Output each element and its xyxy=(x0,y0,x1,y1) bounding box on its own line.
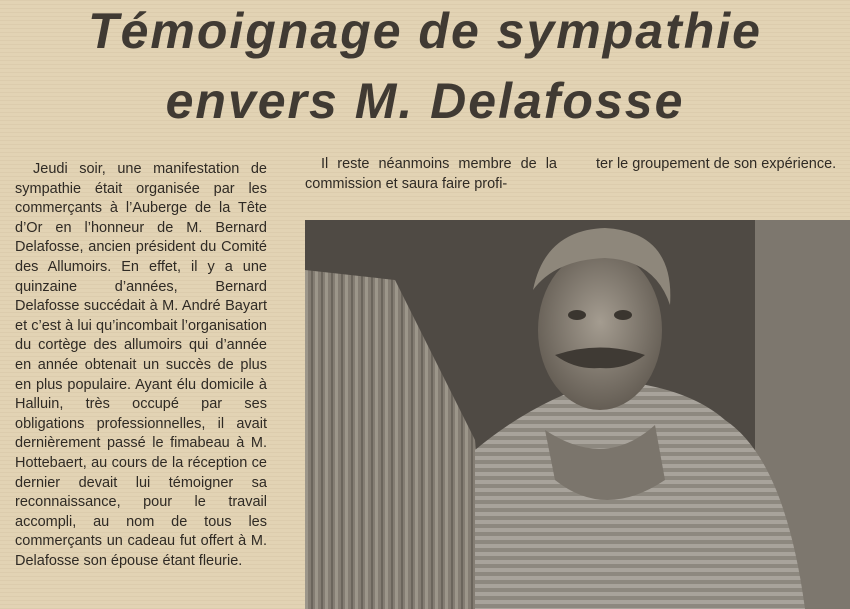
article-paragraph: Jeudi soir, une manifestation de sympathie était organisée par les commerçants à l’Auberge de la Tête d’Or en l’honneur de M. Bernard Delafosse, ancien président du Comité des Allumoirs. En effet, il y a une quinzaine d’années, Bernard Delafosse succédait à M. André Bayart et c’est à lui qu’incombait l’organisation du cortège des allumoirs qui d’année en année obtenait un succès de plus en plus populaire. Ayant élu domicile à Halluin, très occupé par ses obligations professionnelles, il avait dernièrement passé le fimabeau à M. Hottebaert, au cours de la réception ce dernier devait lui témoigner sa reconnaissance, pour le travail accompli, au nom de tous les commerçants un cadeau fut offert à M. Delafosse son épouse étant fleurie. xyxy=(15,161,267,569)
headline-line-1: Témoignage de sympathie xyxy=(88,3,762,59)
article-paragraph-continued: Il reste néanmoins membre de la commission et saura faire profi- xyxy=(305,156,557,192)
portrait-photo xyxy=(305,220,850,609)
article-column-1 xyxy=(15,160,267,571)
article-column-2 xyxy=(305,155,557,194)
headline-line-2: envers M. Delafosse xyxy=(165,73,685,129)
article-column-3 xyxy=(596,155,848,175)
article-paragraph-end: ter le groupement de son expérience. xyxy=(596,156,837,172)
